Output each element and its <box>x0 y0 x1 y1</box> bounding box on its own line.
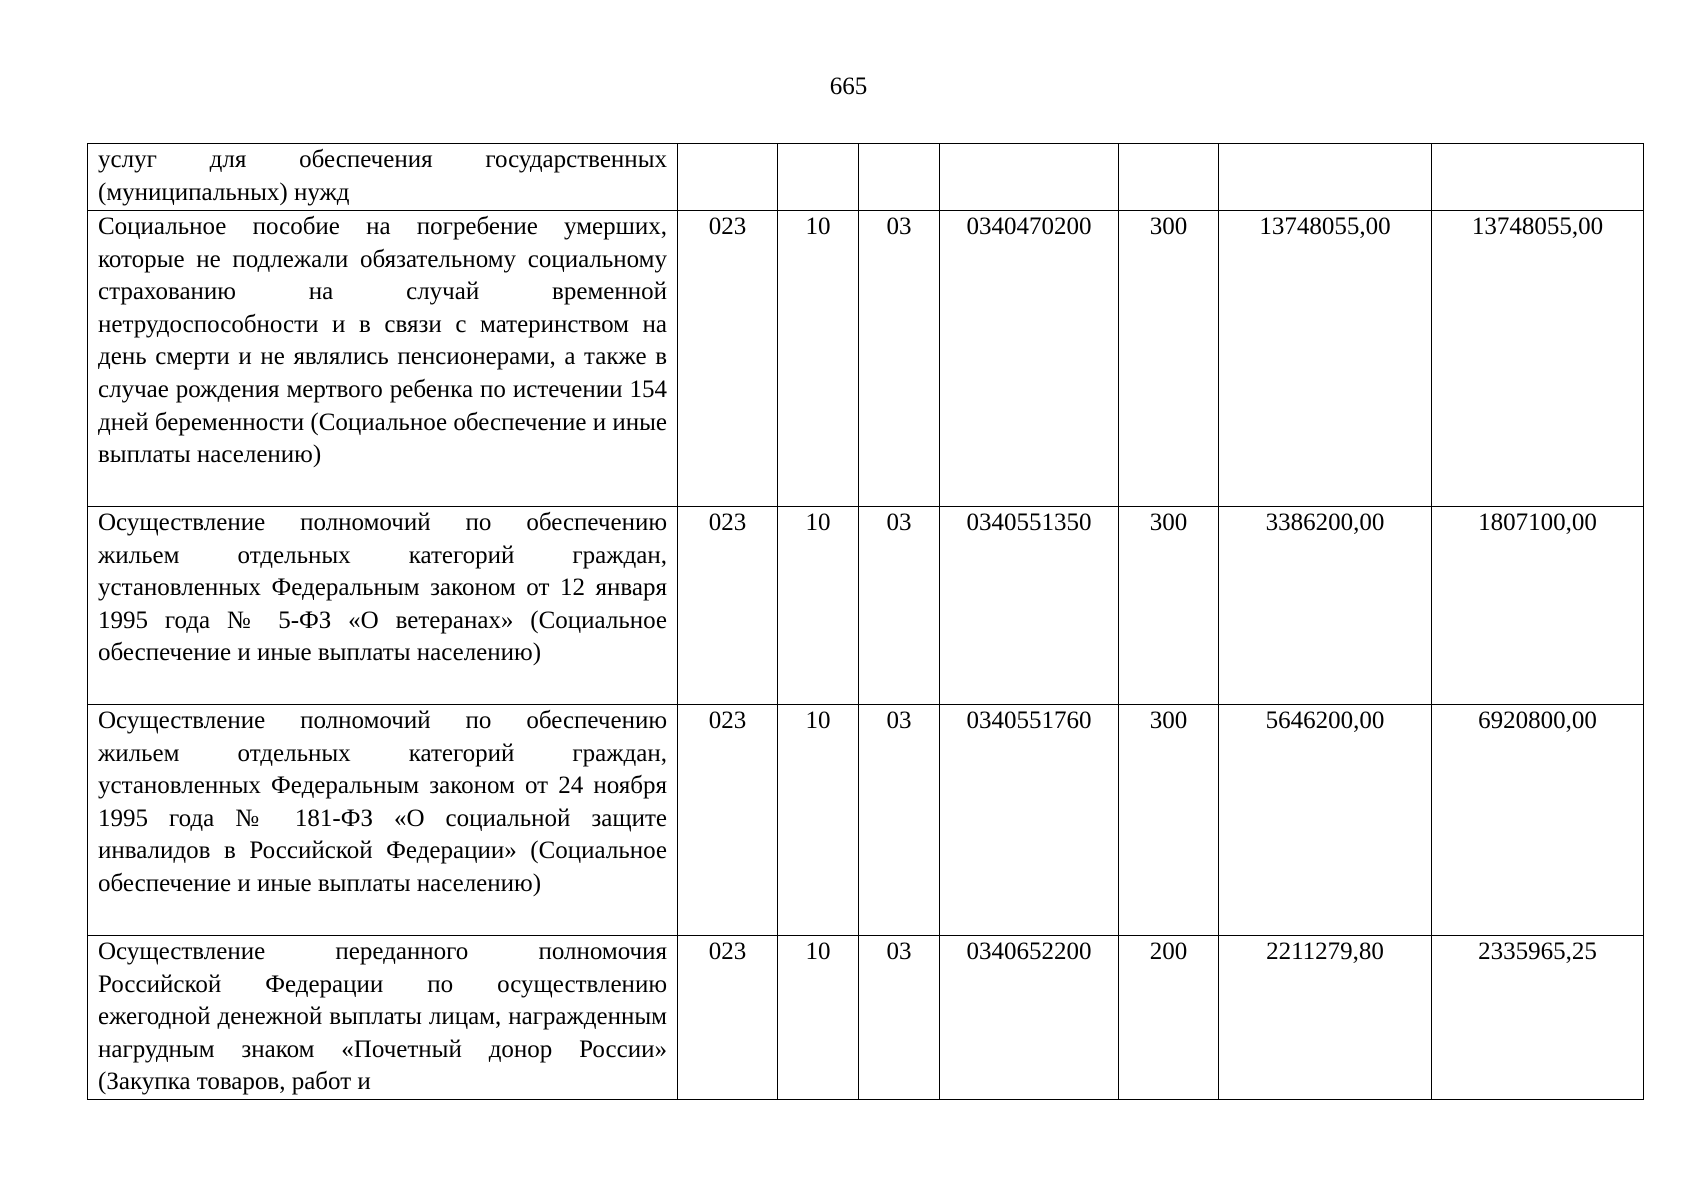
row-description: Осуществление переданного полномочия Российской Федерации по осуществлению ежегодной денежной выплаты лицам, награжденным нагрудным знаком «Почетный донор России» (Закупка товаров, работ и <box>88 936 678 1100</box>
cell-vr <box>1119 144 1219 211</box>
cell-rz: 10 <box>778 936 859 1100</box>
row-description: Социальное пособие на погребение умерших, которые не подлежали обязательному социальному страхованию на случай временной нетрудоспособности и в связи с материнством на день смерти и не являлись пенсионерами, а также в случае рождения мертвого ребенка по истечении 154 дней беременности (Социальное обеспечение и иные выплаты населению) <box>88 211 678 507</box>
row-description: услуг для обеспечения государственных (муниципальных) нужд <box>88 144 678 211</box>
cell-pr: 03 <box>859 936 940 1100</box>
cell-sum-2 <box>1432 144 1644 211</box>
cell-csr <box>940 144 1119 211</box>
cell-sum-1: 2211279,80 <box>1219 936 1432 1100</box>
cell-pr: 03 <box>859 507 940 705</box>
cell-grbs <box>678 144 778 211</box>
cell-vr: 300 <box>1119 211 1219 507</box>
cell-vr: 300 <box>1119 507 1219 705</box>
cell-grbs: 023 <box>678 936 778 1100</box>
cell-csr: 0340470200 <box>940 211 1119 507</box>
cell-pr: 03 <box>859 211 940 507</box>
cell-sum-2: 13748055,00 <box>1432 211 1644 507</box>
cell-grbs: 023 <box>678 507 778 705</box>
cell-grbs: 023 <box>678 705 778 936</box>
table-row <box>88 705 1644 936</box>
cell-sum-2: 2335965,25 <box>1432 936 1644 1100</box>
cell-rz: 10 <box>778 507 859 705</box>
table-row <box>88 936 1644 1100</box>
cell-csr: 0340551760 <box>940 705 1119 936</box>
budget-table <box>87 143 1644 1100</box>
page-number: 665 <box>829 73 868 100</box>
table-row <box>88 144 1644 211</box>
cell-rz: 10 <box>778 211 859 507</box>
cell-sum-1: 13748055,00 <box>1219 211 1432 507</box>
table-row <box>88 211 1644 507</box>
cell-grbs: 023 <box>678 211 778 507</box>
cell-csr: 0340551350 <box>940 507 1119 705</box>
cell-rz: 10 <box>778 705 859 936</box>
cell-vr: 300 <box>1119 705 1219 936</box>
cell-csr: 0340652200 <box>940 936 1119 1100</box>
cell-sum-2: 6920800,00 <box>1432 705 1644 936</box>
cell-vr: 200 <box>1119 936 1219 1100</box>
cell-sum-1: 3386200,00 <box>1219 507 1432 705</box>
cell-pr: 03 <box>859 705 940 936</box>
table-row <box>88 507 1644 705</box>
cell-sum-1: 5646200,00 <box>1219 705 1432 936</box>
row-description: Осуществление полномочий по обеспечению жильем отдельных категорий граждан, установленных Федеральным законом от 24 ноября 1995 года № 181-ФЗ «О социальной защите инвалидов в Российской Федерации» (Социальное обеспечение и иные выплаты населению) <box>88 705 678 936</box>
row-description: Осуществление полномочий по обеспечению жильем отдельных категорий граждан, установленных Федеральным законом от 12 января 1995 года № 5-ФЗ «О ветеранах» (Социальное обеспечение и иные выплаты населению) <box>88 507 678 705</box>
cell-rz <box>778 144 859 211</box>
cell-pr <box>859 144 940 211</box>
cell-sum-2: 1807100,00 <box>1432 507 1644 705</box>
cell-sum-1 <box>1219 144 1432 211</box>
